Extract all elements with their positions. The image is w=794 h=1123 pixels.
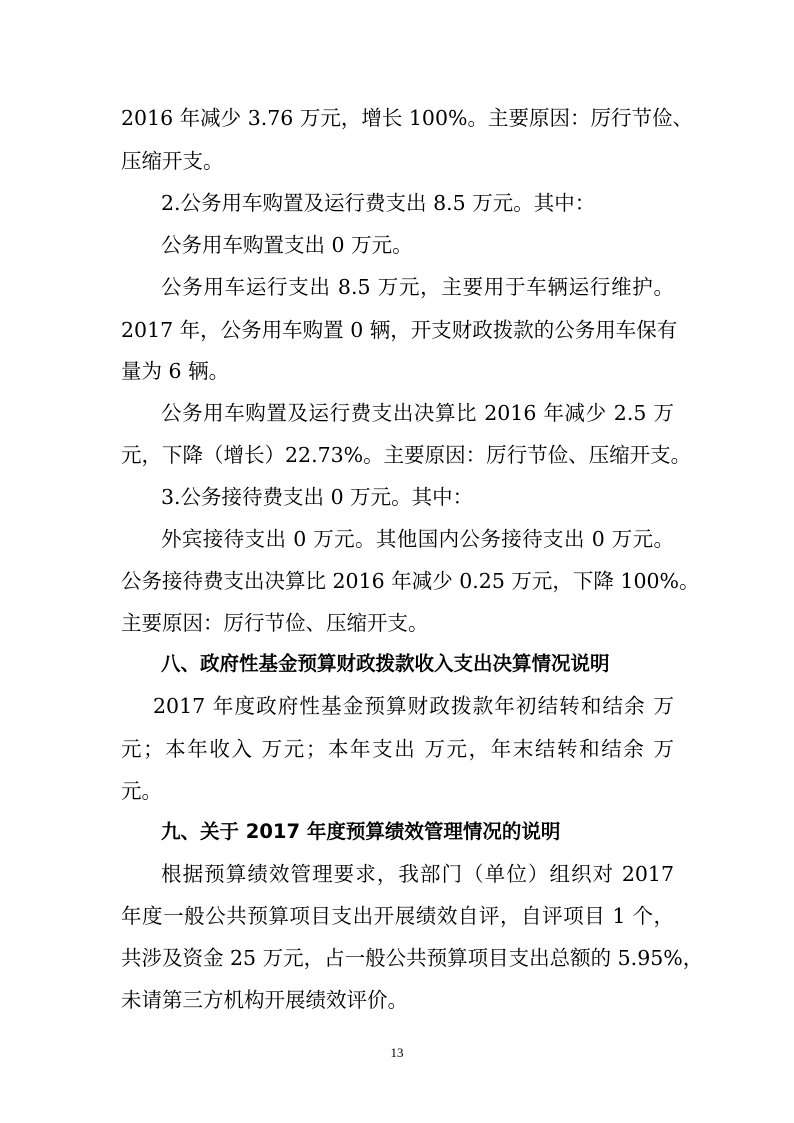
text-line: 公务用车运行支出 8.5 万元，主要用于车辆运行维护。 (161, 275, 674, 299)
text-line: 外宾接待支出 0 万元。其他国内公务接待支出 0 万元。 (161, 527, 674, 551)
text-line: 公务接待费支出决算比 2016 年减少 0.25 万元，下降 100%。 (121, 569, 700, 593)
text-line: 元，下降（增长）22.73%。主要原因：厉行节俭、压缩开支。 (121, 443, 692, 467)
text-line: 未请第三方机构开展绩效评价。 (121, 988, 408, 1012)
text-line: 共涉及资金 25 万元，占一般公共预算项目支出总额的 5.95%， (121, 946, 704, 970)
text-line: 元；本年收入 万元；本年支出 万元，年末结转和结余 万 (121, 737, 674, 761)
text-line: 元。 (121, 779, 162, 803)
section-heading: 八、政府性基金预算财政拨款收入支出决算情况说明 (161, 652, 610, 675)
text-line: 量为 6 辆。 (121, 359, 230, 383)
page-number: 13 (390, 1045, 404, 1060)
text-line: 公务用车购置支出 0 万元。 (161, 233, 413, 257)
text-line: 根据预算绩效管理要求，我部门（单位）组织对 2017 (161, 862, 674, 886)
text-line: 压缩开支。 (121, 149, 224, 173)
text-line: 年度一般公共预算项目支出开展绩效自评，自评项目 1 个， (121, 904, 674, 928)
text-line: 2017 年度政府性基金预算财政拨款年初结转和结余 万 (153, 694, 674, 718)
text-line: 公务用车购置及运行费支出决算比 2016 年减少 2.5 万 (161, 401, 674, 425)
section-heading: 九、关于 2017 年度预算绩效管理情况的说明 (161, 820, 561, 843)
text-line: 2016 年减少 3.76 万元，增长 100%。主要原因：厉行节俭、 (121, 106, 693, 130)
text-line: 2017 年，公务用车购置 0 辆，开支财政拨款的公务用车保有 (121, 318, 678, 342)
text-line: 2.公务用车购置及运行费支出 8.5 万元。其中： (161, 191, 596, 215)
text-line: 主要原因：厉行节俭、压缩开支。 (121, 611, 429, 635)
text-line: 3.公务接待费支出 0 万元。其中： (161, 485, 474, 509)
